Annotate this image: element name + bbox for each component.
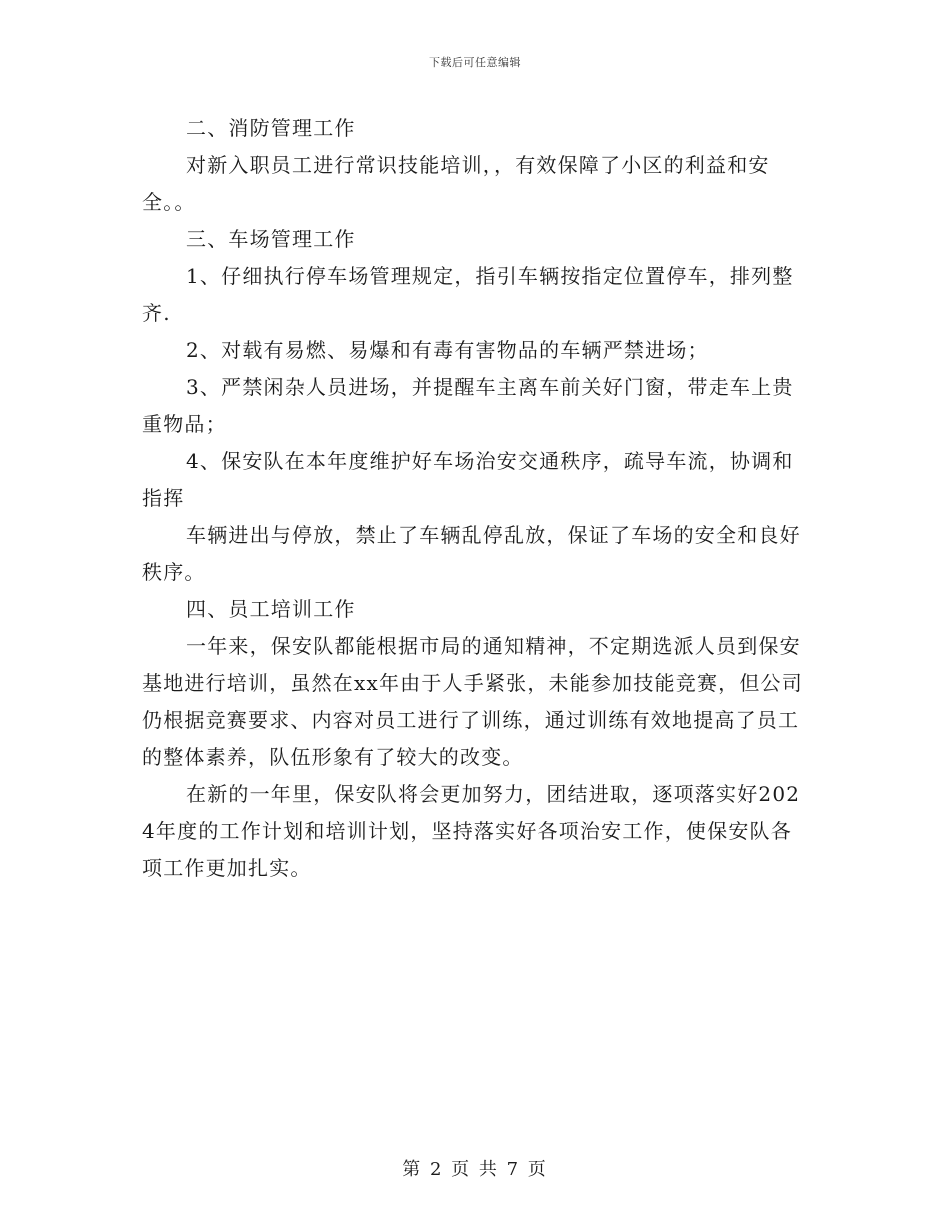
- section-heading-parking: 三、车场管理工作: [186, 227, 356, 251]
- paragraph-parking-item-2: 2、对载有易燃、易爆和有毒有害物品的车辆严禁进场；: [186, 338, 709, 362]
- paragraph-parking-item-1: 1、仔细执行停车场管理规定，指引车辆按指定位置停车，排列整齐.: [142, 264, 794, 325]
- paragraph-new-year-plan: 在新的一年里，保安队将会更加努力，团结进取，逐项落实好2024年度的工作计划和培训计划，坚持落实好各项治安工作，使保安队各项工作更加扎实。: [142, 782, 801, 880]
- paragraph-parking-item-3: 3、严禁闲杂人员进场，并提醒车主离车前关好门窗，带走车上贵重物品；: [142, 375, 794, 436]
- paragraph-fire-training: 对新入职员工进行常识技能培训，，有效保障了小区的利益和安全。。: [142, 153, 770, 214]
- document-body: [142, 110, 808, 887]
- paragraph-parking-item-4: 4、保安队在本年度维护好车场治安交通秩序，疏导车流，协调和指挥: [142, 449, 794, 510]
- page-header-note: 下载后可任意编辑: [429, 56, 521, 69]
- paragraph-parking-order: 车辆进出与停放，禁止了车辆乱停乱放，保证了车场的安全和良好秩序。: [142, 523, 801, 584]
- page-number: 第 2 页 共 7 页: [402, 1159, 548, 1180]
- section-heading-training: 四、员工培训工作: [186, 597, 356, 621]
- section-heading-fire: 二、消防管理工作: [186, 116, 356, 140]
- paragraph-training-summary: 一年来，保安队都能根据市局的通知精神，不定期选派人员到保安基地进行培训，虽然在xx年由于人手紧张，未能参加技能竞赛，但公司仍根据竞赛要求、内容对员工进行了训练，通过训练有效地提高了员工的整体素养，队伍形象有了较大的改变。: [142, 634, 803, 769]
